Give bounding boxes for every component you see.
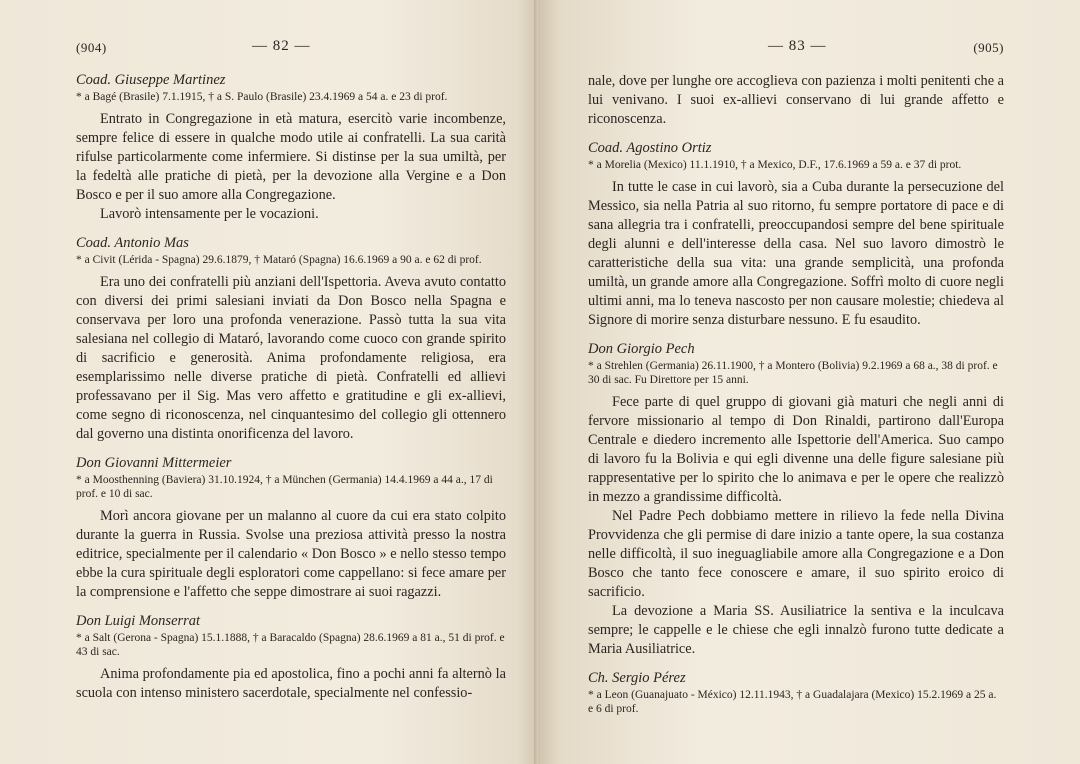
- page-number: — 83 —: [768, 38, 827, 54]
- left-page: [0, 0, 538, 764]
- entry-dates: * a Salt (Gerona - Spagna) 15.1.1888, † a Baracaldo (Spagna) 28.6.1969 a 81 a., 51 di prof. e 43 di sac.: [76, 632, 505, 658]
- entry-paragraph: Fece parte di quel gruppo di giovani già maturi che negli anni di fervore missionario al tempo di Don Rinaldi, partirono dall'Europa Centrale e diedero incremento alle Ispettorie dell'America. Suo campo di lavoro fu la Bolivia e qui egli divenne una delle figure salesiane più rappresentative per lo spirito che lo animava e per le opere che realizzò in mezzo a grandissime difficoltà.: [588, 394, 1004, 505]
- entry-name: Coad. Antonio Mas: [76, 235, 189, 251]
- entry-name: Don Giovanni Mittermeier: [76, 455, 232, 471]
- obituary-entry: [588, 670, 1004, 716]
- entry-dates: * a Morelia (Mexico) 11.1.1910, † a Mexico, D.F., 17.6.1969 a 59 a. e 37 di prot.: [588, 159, 962, 171]
- entry-paragraph: nale, dove per lunghe ore accoglieva con pazienza i molti penitenti che a lui venivano. I suoi ex-allievi conservano di lui grande affetto e riconoscenza.: [588, 73, 1004, 127]
- entry-paragraph: Nel Padre Pech dobbiamo mettere in rilievo la fede nella Divina Provvidenza che gli permise di dare inizio a tante opere, la sua costanza nelle difficoltà, il suo ineguagliabile amore alla Congregazione e a Don Bosco che tanto fece conoscere e amare, il suo spirito eroico di sacrificio.: [588, 508, 1004, 600]
- entry-dates: * a Civit (Lérida - Spagna) 29.6.1879, † Mataró (Spagna) 16.6.1969 a 90 a. e 62 di prof.: [76, 254, 482, 266]
- entry-paragraph: Entrato in Congregazione in età matura, esercitò varie incombenze, sempre felice di essere in qualche modo utile ai confratelli. La sua carità rifulse particolarmente come infermiere. Si distinse per la sua umiltà, per la fedeltà alle pratiche di pietà, per la devozione alla Vergine e a Don Bosco e per il suo amore alla Congregazione.: [76, 111, 506, 203]
- entry-name: Ch. Sergio Pérez: [588, 670, 686, 686]
- entry-name: Don Luigi Monserrat: [76, 613, 201, 629]
- left-page-content: [76, 72, 506, 703]
- left-page-header: [76, 38, 506, 60]
- obituary-entry: [76, 72, 506, 224]
- running-number: (905): [973, 40, 1004, 55]
- right-page-content: [588, 72, 1004, 716]
- obituary-entry: [588, 140, 1004, 330]
- right-page-header: [588, 38, 1004, 60]
- entry-paragraph: Era uno dei confratelli più anziani dell'Ispettoria. Aveva avuto contatto con diversi dei primi salesiani inviati da Don Bosco nella Spagna e conservava per loro una profonda venerazione. Passò tutta la sua vita salesiana nel collegio di Mataró, lavorando come cuoco con grande spirito di sacrificio e generosità. Anima profondamente religiosa, era esemplarissimo nelle diverse pratiche di pietà. Confratelli ed allievi professavano per il Sig. Mas vero affetto e gratitudine e gli ex-allievi, come segno di riconoscenza, nel cinquantesimo del collegio gli ottennero dal governo una distinta onorificenza del lavoro.: [76, 274, 506, 442]
- entry-dates: * a Bagé (Brasile) 7.1.1915, † a S. Paulo (Brasile) 23.4.1969 a 54 a. e 23 di prof.: [76, 91, 448, 103]
- obituary-entry: [76, 235, 506, 444]
- obituary-entry: [76, 455, 506, 602]
- entry-name: Coad. Giuseppe Martinez: [76, 72, 226, 88]
- page-number: — 82 —: [252, 38, 311, 54]
- entry-dates: * a Moosthenning (Baviera) 31.10.1924, † a München (Germania) 14.4.1969 a 44 a., 17 di prof. e 10 di sac.: [76, 474, 493, 500]
- running-number: (904): [76, 40, 107, 55]
- entry-paragraph: In tutte le case in cui lavorò, sia a Cuba durante la persecuzione del Messico, sia nella Patria al suo ritorno, fu sempre portatore di pace e di sana allegria tra i confratelli, preoccupandosi sempre del bene spirituale degli alunni e dell'interesse della casa. Nel suo lavoro dimostrò le caratteristiche della sua vita: una grande semplicità, una profonda umiltà, un grande amore alla Congregazione. Soffrì molto di cuore negli ultimi anni, ma lo teneva nascosto per non causare molestie; chiedeva al Signore di morire senza disturbare nessuno. E fu esaudito.: [588, 179, 1004, 328]
- obituary-entry: [76, 613, 506, 703]
- entry-name: Don Giorgio Pech: [588, 341, 695, 357]
- entry-paragraph: Anima profondamente pia ed apostolica, fino a pochi anni fa alternò la scuola con intenso ministero sacerdotale, specialmente nel confessio-: [76, 666, 506, 701]
- entry-dates: * a Leon (Guanajuato - México) 12.11.1943, † a Guadalajara (Mexico) 15.2.1969 a 25 a. e 6 di prof.: [588, 689, 997, 715]
- entry-dates: * a Strehlen (Germania) 26.11.1900, † a Montero (Bolivia) 9.2.1969 a 68 a., 38 di prof. e 30 di sac. Fu Direttore per 15 anni.: [588, 360, 998, 386]
- obituary-entry: [588, 341, 1004, 659]
- entry-name: Coad. Agostino Ortiz: [588, 140, 712, 156]
- right-page: [538, 0, 1080, 764]
- entry-paragraph: Morì ancora giovane per un malanno al cuore da cui era stato colpito durante la guerra in Russia. Svolse una preziosa attività presso la nostra editrice, specialmente per il calendario « Don Bosco » e nello stesso tempo ebbe la cura spirituale degli esploratori come cappellano: si fece amare per la comprensione e l'affetto che seppe dimostrare ai suoi ragazzi.: [76, 508, 506, 600]
- continued-text: [588, 72, 1004, 129]
- entry-paragraph: La devozione a Maria SS. Ausiliatrice la sentiva e la inculcava sempre; le cappelle e le chiese che egli innalzò furono tutte dedicate a Maria Ausiliatrice.: [588, 603, 1004, 657]
- entry-paragraph: Lavorò intensamente per le vocazioni.: [100, 206, 319, 222]
